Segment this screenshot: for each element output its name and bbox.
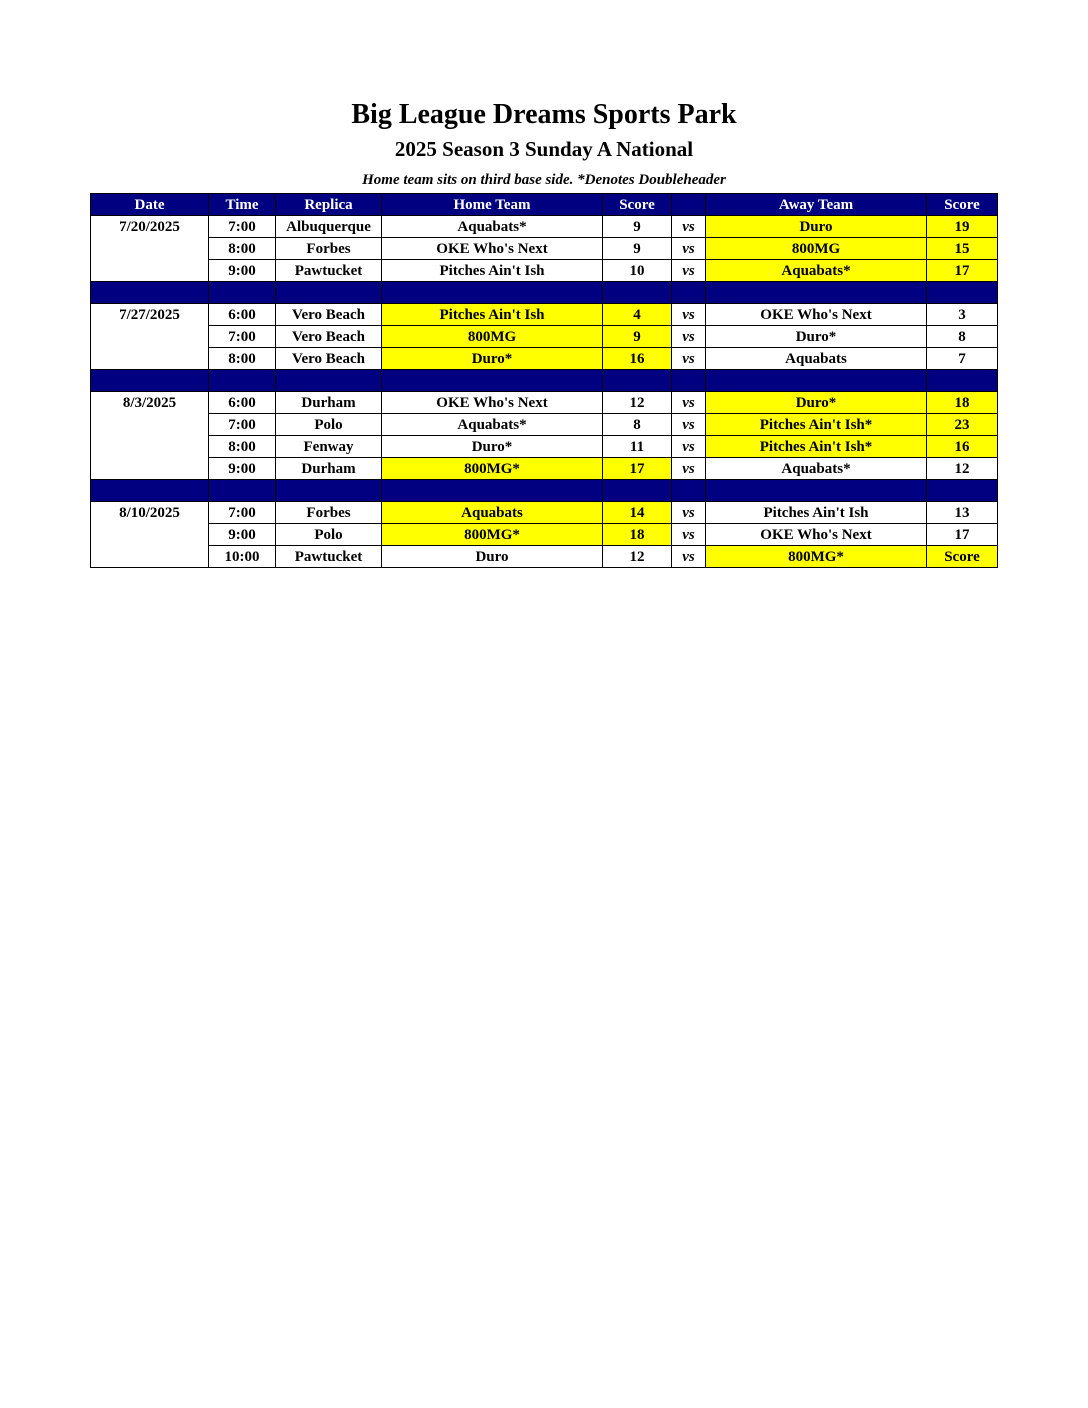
away-team-cell: 800MG (706, 238, 927, 260)
separator-cell (927, 480, 998, 502)
home-score-cell: 8 (603, 414, 672, 436)
col-header-time: Time (209, 194, 276, 216)
date-cell: 8/10/2025 (91, 502, 209, 524)
separator-cell (209, 370, 276, 392)
date-cell: 8/3/2025 (91, 392, 209, 414)
home-score-cell: 4 (603, 304, 672, 326)
away-score-cell: Score (927, 546, 998, 568)
home-score-cell: 9 (603, 326, 672, 348)
week-separator-row (91, 480, 998, 502)
vs-cell: vs (672, 326, 706, 348)
home-team-cell: Aquabats* (382, 216, 603, 238)
separator-cell (706, 370, 927, 392)
time-cell: 6:00 (209, 304, 276, 326)
time-cell: 8:00 (209, 238, 276, 260)
separator-cell (706, 282, 927, 304)
home-team-cell: 800MG* (382, 524, 603, 546)
date-cell (91, 326, 209, 348)
home-score-cell: 16 (603, 348, 672, 370)
separator-cell (276, 370, 382, 392)
schedule-table (90, 193, 998, 568)
header-row (91, 194, 998, 216)
time-cell: 7:00 (209, 414, 276, 436)
away-team-cell: OKE Who's Next (706, 524, 927, 546)
separator-cell (276, 282, 382, 304)
week-separator-row (91, 282, 998, 304)
away-score-cell: 12 (927, 458, 998, 480)
home-score-cell: 11 (603, 436, 672, 458)
game-row (91, 436, 998, 458)
home-team-cell: OKE Who's Next (382, 238, 603, 260)
game-row (91, 458, 998, 480)
col-header-home-score: Score (603, 194, 672, 216)
vs-cell: vs (672, 502, 706, 524)
home-team-cell: 800MG* (382, 458, 603, 480)
home-score-cell: 12 (603, 546, 672, 568)
separator-cell (382, 282, 603, 304)
schedule-note: Home team sits on third base side. *Denotes Doubleheader (362, 172, 726, 188)
schedule-body (91, 216, 998, 568)
home-score-cell: 9 (603, 216, 672, 238)
away-score-cell: 16 (927, 436, 998, 458)
vs-cell: vs (672, 348, 706, 370)
away-score-cell: 15 (927, 238, 998, 260)
home-score-cell: 14 (603, 502, 672, 524)
col-header-home-team: Home Team (382, 194, 603, 216)
page-subtitle: 2025 Season 3 Sunday A National (394, 137, 694, 161)
replica-cell: Forbes (276, 502, 382, 524)
home-team-cell: Aquabats (382, 502, 603, 524)
replica-cell: Albuquerque (276, 216, 382, 238)
date-cell (91, 546, 209, 568)
game-row (91, 260, 998, 282)
game-row (91, 546, 998, 568)
replica-cell: Pawtucket (276, 260, 382, 282)
page-title: Big League Dreams Sports Park (351, 99, 737, 130)
time-cell: 6:00 (209, 392, 276, 414)
away-score-cell: 19 (927, 216, 998, 238)
vs-cell: vs (672, 414, 706, 436)
separator-cell (91, 282, 209, 304)
time-cell: 7:00 (209, 326, 276, 348)
col-header-away-team: Away Team (706, 194, 927, 216)
replica-cell: Forbes (276, 238, 382, 260)
game-row (91, 304, 998, 326)
time-cell: 9:00 (209, 524, 276, 546)
replica-cell: Polo (276, 524, 382, 546)
date-cell (91, 348, 209, 370)
home-team-cell: Duro* (382, 348, 603, 370)
away-team-cell: Duro* (706, 326, 927, 348)
separator-cell (927, 370, 998, 392)
replica-cell: Pawtucket (276, 546, 382, 568)
game-row (91, 392, 998, 414)
separator-cell (603, 282, 672, 304)
replica-cell: Vero Beach (276, 348, 382, 370)
vs-cell: vs (672, 216, 706, 238)
date-cell: 7/20/2025 (91, 216, 209, 238)
home-team-cell: Duro (382, 546, 603, 568)
away-score-cell: 17 (927, 260, 998, 282)
time-cell: 8:00 (209, 348, 276, 370)
away-score-cell: 7 (927, 348, 998, 370)
away-team-cell: Aquabats* (706, 260, 927, 282)
game-row (91, 524, 998, 546)
home-team-cell: Pitches Ain't Ish (382, 304, 603, 326)
replica-cell: Durham (276, 392, 382, 414)
separator-cell (672, 370, 706, 392)
date-cell (91, 414, 209, 436)
separator-cell (927, 282, 998, 304)
away-score-cell: 3 (927, 304, 998, 326)
col-header-away-score: Score (927, 194, 998, 216)
game-row (91, 502, 998, 524)
time-cell: 8:00 (209, 436, 276, 458)
separator-cell (91, 370, 209, 392)
away-team-cell: 800MG* (706, 546, 927, 568)
vs-cell: vs (672, 546, 706, 568)
separator-cell (382, 480, 603, 502)
game-row (91, 414, 998, 436)
date-cell (91, 260, 209, 282)
game-row (91, 216, 998, 238)
away-score-cell: 8 (927, 326, 998, 348)
date-cell: 7/27/2025 (91, 304, 209, 326)
away-team-cell: Duro (706, 216, 927, 238)
away-team-cell: Duro* (706, 392, 927, 414)
separator-cell (209, 480, 276, 502)
away-team-cell: Aquabats* (706, 458, 927, 480)
home-team-cell: Duro* (382, 436, 603, 458)
away-team-cell: Aquabats (706, 348, 927, 370)
col-header-date: Date (91, 194, 209, 216)
vs-cell: vs (672, 238, 706, 260)
date-cell (91, 238, 209, 260)
vs-cell: vs (672, 436, 706, 458)
vs-cell: vs (672, 392, 706, 414)
date-cell (91, 458, 209, 480)
home-score-cell: 10 (603, 260, 672, 282)
separator-cell (276, 480, 382, 502)
away-team-cell: Pitches Ain't Ish (706, 502, 927, 524)
separator-cell (672, 282, 706, 304)
replica-cell: Vero Beach (276, 326, 382, 348)
week-separator-row (91, 370, 998, 392)
separator-cell (706, 480, 927, 502)
home-score-cell: 12 (603, 392, 672, 414)
home-score-cell: 9 (603, 238, 672, 260)
game-row (91, 348, 998, 370)
away-team-cell: OKE Who's Next (706, 304, 927, 326)
vs-cell: vs (672, 304, 706, 326)
time-cell: 10:00 (209, 546, 276, 568)
away-score-cell: 23 (927, 414, 998, 436)
separator-cell (603, 370, 672, 392)
vs-cell: vs (672, 458, 706, 480)
away-team-cell: Pitches Ain't Ish* (706, 436, 927, 458)
home-score-cell: 17 (603, 458, 672, 480)
time-cell: 9:00 (209, 260, 276, 282)
separator-cell (672, 480, 706, 502)
away-score-cell: 17 (927, 524, 998, 546)
date-cell (91, 436, 209, 458)
home-team-cell: 800MG (382, 326, 603, 348)
time-cell: 7:00 (209, 216, 276, 238)
home-score-cell: 18 (603, 524, 672, 546)
game-row (91, 238, 998, 260)
home-team-cell: Pitches Ain't Ish (382, 260, 603, 282)
separator-cell (91, 480, 209, 502)
home-team-cell: OKE Who's Next (382, 392, 603, 414)
separator-cell (209, 282, 276, 304)
game-row (91, 326, 998, 348)
date-cell (91, 524, 209, 546)
vs-cell: vs (672, 260, 706, 282)
time-cell: 9:00 (209, 458, 276, 480)
replica-cell: Durham (276, 458, 382, 480)
away-score-cell: 13 (927, 502, 998, 524)
replica-cell: Vero Beach (276, 304, 382, 326)
time-cell: 7:00 (209, 502, 276, 524)
away-team-cell: Pitches Ain't Ish* (706, 414, 927, 436)
separator-cell (603, 480, 672, 502)
replica-cell: Polo (276, 414, 382, 436)
away-score-cell: 18 (927, 392, 998, 414)
home-team-cell: Aquabats* (382, 414, 603, 436)
replica-cell: Fenway (276, 436, 382, 458)
col-header-vs (672, 194, 706, 216)
col-header-replica: Replica (276, 194, 382, 216)
separator-cell (382, 370, 603, 392)
vs-cell: vs (672, 524, 706, 546)
